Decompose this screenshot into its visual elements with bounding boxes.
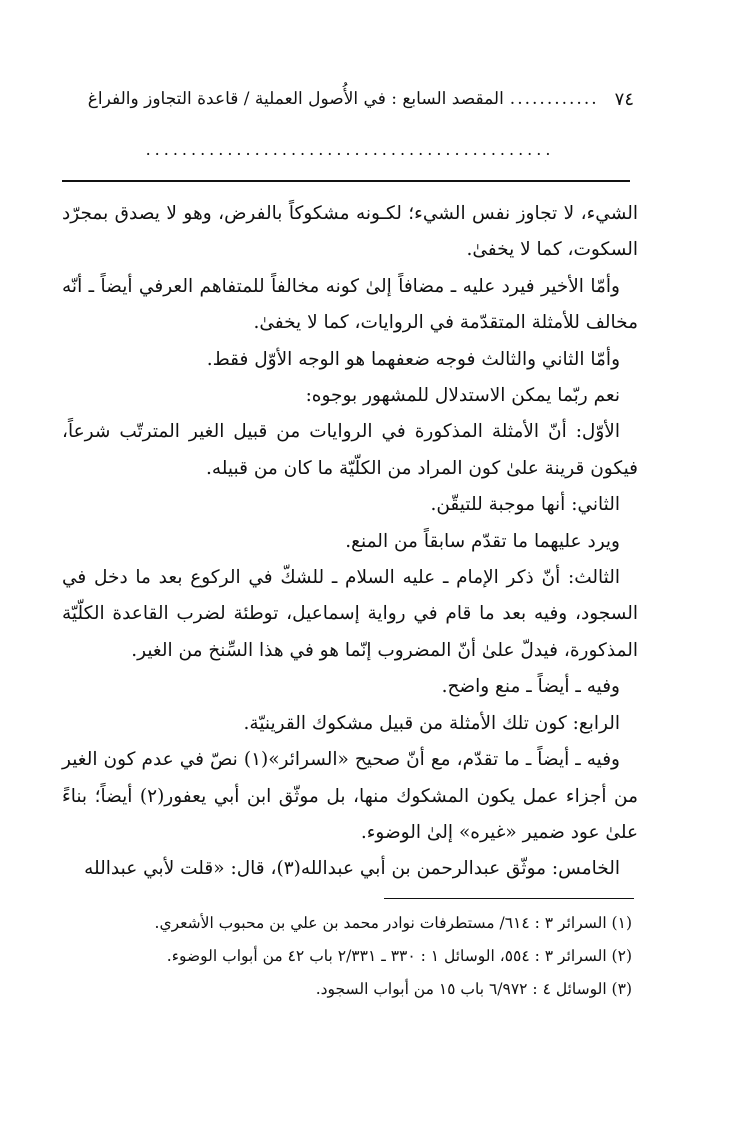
decorative-dot-row: ............................................. [145,140,555,156]
header-title: المقصد السابع : في الأُصول العملية / قاعدة التجاوز والفراغ [87,89,504,109]
paragraph: وفيه ـ أيضاً ـ منع واضح. [441,676,620,698]
paragraph: الأوّل: أنّ الأمثلة المذكورة في الروايات من قبيل الغير المترتّب شرعاً، فيكون قرينة علىٰ كون المراد من الكلّيّة ما كان من قبيله. [62,421,638,479]
paragraph: الثاني: أنها موجبة للتيقّن. [430,494,620,516]
paragraph: الرابع: كون تلك الأمثلة من قبيل مشكوك القرينيّة. [243,712,620,734]
footnote-rule [384,898,634,899]
page-number: ٧٤ [614,88,634,110]
paragraph: ويرد عليهما ما تقدّم سابقاً من المنع. [345,530,620,552]
paragraph: الخامس: موثّق عبدالرحمن بن أبي عبدالله(٣)، قال: «قلت لأبي عبدالله [84,858,620,880]
paragraph: وفيه ـ أيضاً ـ ما تقدّم، مع أنّ صحيح «السرائر»(١) نصّ في عدم كون الغير من أجزاء عمل يكون المشكوك منها، بل موثّق ابن أبي يعفور(٢) أيضاً؛ بناءً علىٰ عود ضمير «غيره» إلىٰ الوضوء. [62,749,638,843]
footnote: (٣) الوسائل ٤ : ٦/٩٧٢ باب ١٥ من أبواب السجود. [315,980,632,998]
paragraph: نعم ربّما يمكن الاستدلال للمشهور بوجوه: [305,385,620,407]
footnote: (١) السرائر ٣ : ٦١٤/ مستطرفات نوادر محمد بن علي بن محبوب الأشعري. [154,914,632,932]
header-leader-dots: ............ [509,89,599,109]
paragraph: الشيء، لا تجاوز نفس الشيء؛ لكـونه مشكوكاً بالفرض، وهو لا يصدق بمجرّد السكوت، كما لا يخفىٰ. [62,203,638,261]
running-header [62,84,634,114]
paragraph: وأمّا الثاني والثالث فوجه ضعفهما هو الوجه الأوّل فقط. [206,348,620,370]
footnote: (٢) السرائر ٣ : ٥٥٤، الوسائل ١ : ٣٣٠ ـ ٢/٣٣١ باب ٤٢ من أبواب الوضوء. [166,947,632,965]
footnotes [62,907,632,1006]
header-rule [62,180,630,182]
main-text [62,196,638,888]
paragraph: الثالث: أنّ ذكر الإمام ـ عليه السلام ـ للشكّ في الركوع بعد ما دخل في السجود، وفيه بعد ما قام في رواية إسماعيل، توطئة لضرب القاعدة الكلّيّة المذكورة، فيدلّ علىٰ أنّ المضروب إنّما هو في هذا السِّنخ من الغير. [62,567,638,661]
paragraph: وأمّا الأخير فيرد عليه ـ مضافاً إلىٰ كونه مخالفاً للمتفاهم العرفي أيضاً ـ أنّه مخالف للأمثلة المتقدّمة في الروايات، كما لا يخفىٰ. [62,275,638,334]
